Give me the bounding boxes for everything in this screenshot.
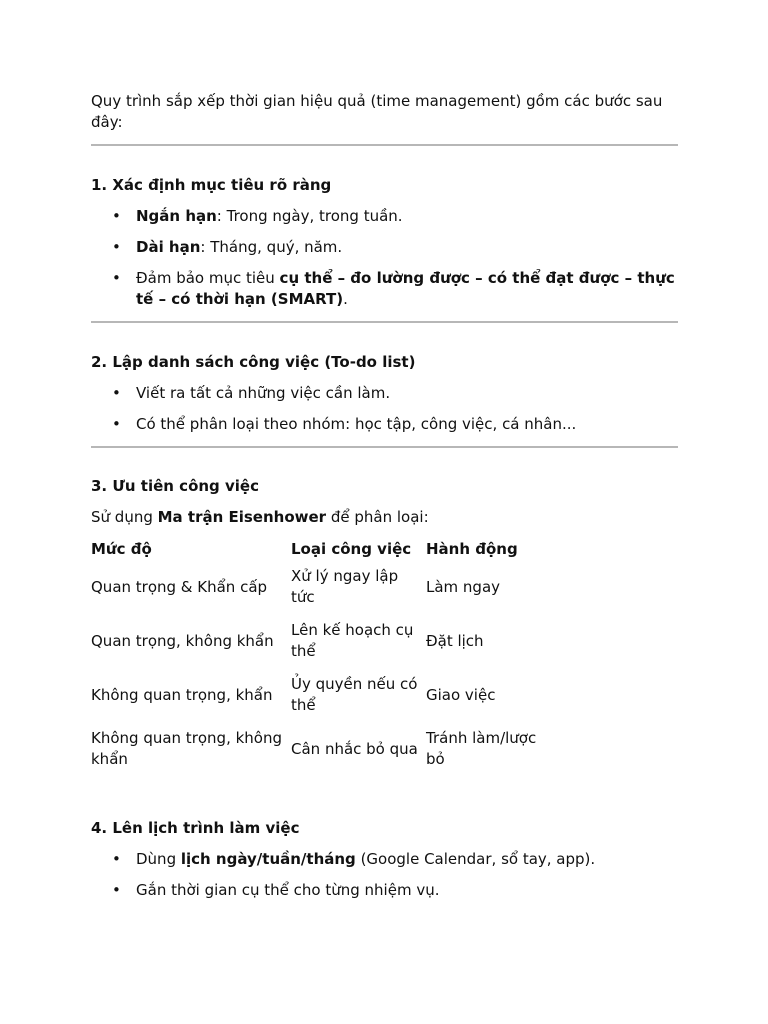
section-divider [91, 144, 678, 146]
column-header-action: Hành động [426, 539, 518, 558]
list-item [91, 237, 681, 258]
list-item: • Gắn thời gian cụ thể cho từng nhiệm vụ. [91, 880, 681, 901]
section-1-heading: 1. Xác định mục tiêu rõ ràng [91, 176, 332, 194]
lead-text: Sử dụng [91, 508, 158, 526]
list-item-text: : Trong ngày, trong tuần. [216, 207, 403, 225]
list-item-text: Đảm bảo mục tiêu [136, 269, 280, 287]
eisenhower-table [89, 538, 556, 776]
table-cell: Xử lý ngay lập tức [291, 567, 399, 606]
list-item [91, 268, 681, 310]
table-cell: Không quan trọng, khẩn [91, 685, 273, 704]
column-header-task-type: Loại công việc [291, 539, 412, 558]
term-short-term: Ngắn hạn [136, 207, 217, 225]
list-item [91, 849, 681, 870]
table-cell: Tránh làm/lược bỏ [426, 729, 537, 768]
section-3-heading: 3. Ưu tiên công việc [91, 477, 259, 495]
list-item-text: : Tháng, quý, năm. [200, 238, 343, 256]
eisenhower-term: Ma trận Eisenhower [157, 508, 327, 526]
table-row [89, 722, 556, 776]
term-long-term: Dài hạn [136, 238, 201, 256]
list-item: • Có thể phân loại theo nhóm: học tập, công việc, cá nhân... [91, 414, 681, 435]
section-4-heading: 4. Lên lịch trình làm việc [91, 819, 300, 837]
section-1-list [91, 206, 681, 310]
section-2-heading: 2. Lập danh sách công việc (To-do list) [91, 353, 416, 371]
table-cell: Giao việc [426, 685, 496, 704]
table-cell: Làm ngay [426, 577, 501, 596]
section-4-list [91, 849, 681, 901]
table-cell: Ủy quyền nếu có thể [291, 675, 418, 714]
calendar-term: lịch ngày/tuần/tháng [180, 850, 356, 868]
lead-text: để phân loại: [326, 508, 429, 526]
table-row [89, 614, 556, 668]
list-item-text: Dùng [136, 850, 181, 868]
table-cell: Không quan trọng, không khẩn [91, 729, 283, 768]
table-cell: Đặt lịch [426, 631, 484, 650]
column-header-level: Mức độ [91, 539, 152, 558]
table-row [89, 668, 556, 722]
table-cell: Cân nhắc bỏ qua [291, 739, 418, 758]
table-cell: Quan trọng & Khẩn cấp [91, 577, 268, 596]
table-cell: Lên kế hoạch cụ thể [291, 621, 414, 660]
list-item [91, 206, 681, 227]
section-2-list [91, 383, 681, 435]
intro-paragraph: Quy trình sắp xếp thời gian hiệu quả (time management) gồm các bước sau đây: [91, 92, 663, 131]
table-header-row [89, 538, 556, 560]
list-item-text: . [343, 290, 348, 308]
list-item-text: (Google Calendar, sổ tay, app). [355, 850, 596, 868]
smart-criteria: cụ thể – đo lường được – có thể đạt được – thực tế – có thời hạn (SMART) [136, 269, 675, 308]
section-3-lead [91, 507, 681, 528]
table-row [89, 560, 556, 614]
section-divider [91, 321, 678, 323]
list-item: • Viết ra tất cả những việc cần làm. [91, 383, 681, 404]
section-divider [91, 446, 678, 448]
table-cell: Quan trọng, không khẩn [91, 631, 274, 650]
